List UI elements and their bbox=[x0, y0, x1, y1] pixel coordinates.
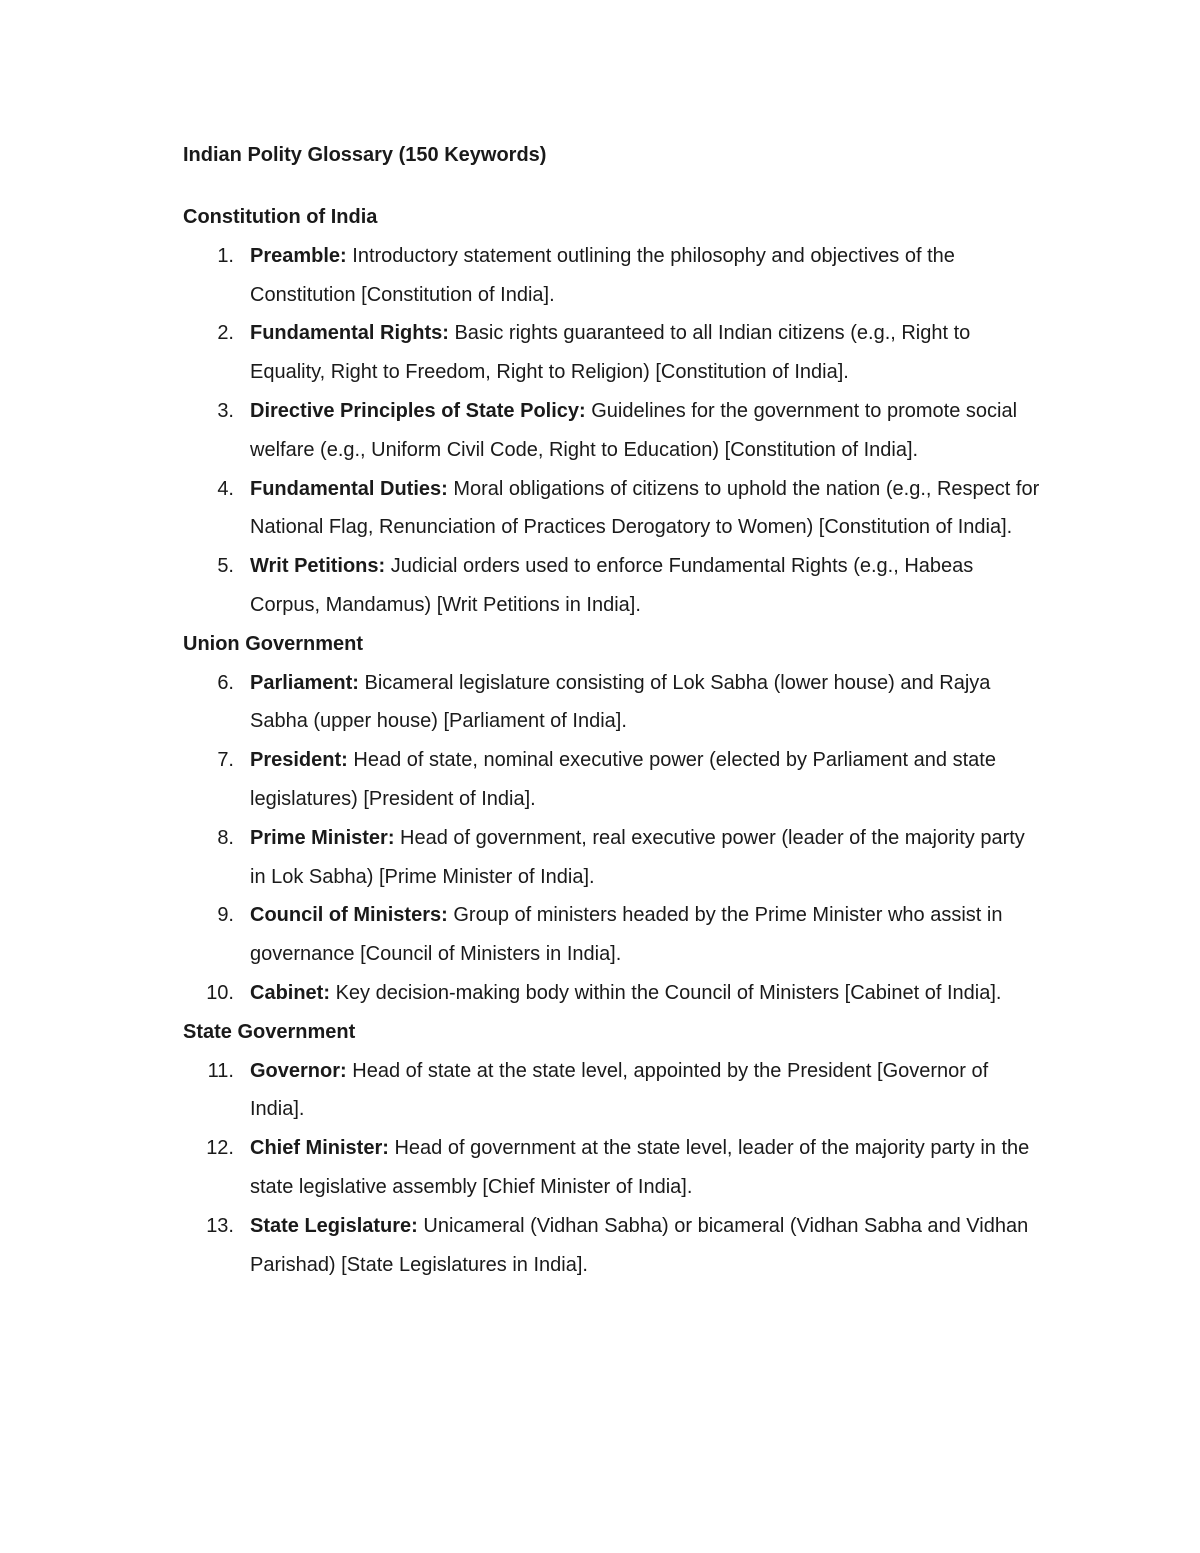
entry-number: 3. bbox=[217, 399, 234, 422]
glossary-list bbox=[183, 1052, 1043, 1285]
entry-number: 2. bbox=[217, 322, 234, 345]
section-state-government bbox=[183, 1013, 1043, 1285]
entry-number: 13. bbox=[206, 1214, 234, 1237]
entry-number: 11. bbox=[207, 1059, 234, 1082]
entry-term: Council of Ministers: bbox=[250, 904, 448, 927]
entry-term: Parliament: bbox=[250, 671, 359, 694]
entry-definition: Head of state, nominal executive power (elected by Parliament and state legislatures) [President of India]. bbox=[250, 749, 996, 810]
entry-term: Directive Principles of State Policy: bbox=[250, 399, 586, 422]
glossary-list bbox=[183, 664, 1043, 1013]
entry-term: Fundamental Rights: bbox=[250, 322, 449, 345]
entry-number: 4. bbox=[217, 477, 234, 500]
entry-definition: Basic rights guaranteed to all Indian citizens (e.g., Right to Equality, Right to Freedom, Right to Religion) [Constitution of India]. bbox=[250, 322, 971, 384]
section-constitution-of-india bbox=[183, 198, 1043, 625]
entry-term: Prime Minister: bbox=[250, 826, 395, 849]
entry-definition: Unicameral (Vidhan Sabha) or bicameral (Vidhan Sabha and Vidhan Parishad) [State Legislatures in India]. bbox=[250, 1214, 1029, 1276]
glossary-entry bbox=[183, 470, 1043, 548]
glossary-entry bbox=[183, 237, 1043, 315]
glossary-entry bbox=[183, 741, 1043, 819]
entry-term: Cabinet: bbox=[250, 981, 330, 1004]
entry-definition: Group of ministers headed by the Prime Minister who assist in governance [Council of Ministers in India]. bbox=[250, 904, 1003, 966]
section-heading: Union Government bbox=[183, 632, 364, 655]
glossary-entry bbox=[183, 314, 1043, 392]
glossary-entry bbox=[183, 547, 1043, 625]
entry-term: Governor: bbox=[250, 1059, 347, 1082]
glossary-list bbox=[183, 237, 1043, 625]
entry-term: President: bbox=[250, 749, 348, 772]
glossary-entry bbox=[183, 896, 1043, 974]
glossary-entry bbox=[183, 664, 1043, 742]
glossary-entry bbox=[183, 1207, 1043, 1285]
entry-term: Chief Minister: bbox=[250, 1137, 389, 1160]
section-heading: State Government bbox=[183, 1020, 356, 1043]
glossary-entry bbox=[183, 819, 1043, 897]
entry-definition: Moral obligations of citizens to uphold the nation (e.g., Respect for National Flag, Renunciation of Practices Derogatory to Women) [Constitution of India]. bbox=[250, 477, 1040, 539]
entry-definition: Introductory statement outlining the philosophy and objectives of the Constitution [Constitution of India]. bbox=[250, 244, 955, 306]
glossary-entry bbox=[183, 392, 1043, 470]
entry-number: 8. bbox=[217, 826, 234, 849]
entry-definition: Judicial orders used to enforce Fundamental Rights (e.g., Habeas Corpus, Mandamus) [Writ Petitions in India]. bbox=[250, 555, 974, 616]
entry-definition: Head of government, real executive power (leader of the majority party in Lok Sabha) [Prime Minister of India]. bbox=[250, 826, 1025, 888]
entry-term: Preamble: bbox=[250, 244, 347, 267]
entry-definition: Key decision-making body within the Council of Ministers [Cabinet of India]. bbox=[335, 981, 1002, 1004]
entry-number: 10. bbox=[206, 981, 234, 1004]
entry-term: Fundamental Duties: bbox=[250, 477, 448, 500]
entry-definition: Head of state at the state level, appointed by the President [Governor of India]. bbox=[250, 1059, 989, 1121]
section-heading: Constitution of India bbox=[183, 206, 378, 228]
entry-number: 12. bbox=[206, 1137, 234, 1160]
glossary-entry bbox=[183, 1052, 1043, 1130]
glossary-entry bbox=[183, 974, 1043, 1013]
entry-number: 5. bbox=[217, 555, 234, 578]
entry-number: 9. bbox=[217, 904, 234, 927]
entry-number: 1. bbox=[217, 244, 234, 267]
entry-number: 7. bbox=[217, 749, 234, 772]
entry-definition: Head of government at the state level, leader of the majority party in the state legislative assembly [Chief Minister of India]. bbox=[250, 1137, 1030, 1198]
entry-number: 6. bbox=[217, 671, 234, 694]
entry-definition: Guidelines for the government to promote social welfare (e.g., Uniform Civil Code, Right to Education) [Constitution of India]. bbox=[250, 399, 1018, 461]
document-page bbox=[183, 138, 1043, 1284]
glossary-entry bbox=[183, 1129, 1043, 1207]
entry-term: Writ Petitions: bbox=[250, 555, 386, 578]
section-union-government bbox=[183, 625, 1043, 1013]
entry-term: State Legislature: bbox=[250, 1214, 418, 1237]
entry-definition: Bicameral legislature consisting of Lok Sabha (lower house) and Rajya Sabha (upper house) [Parliament of India]. bbox=[250, 671, 991, 733]
document-title: Indian Polity Glossary (150 Keywords) bbox=[183, 144, 547, 166]
